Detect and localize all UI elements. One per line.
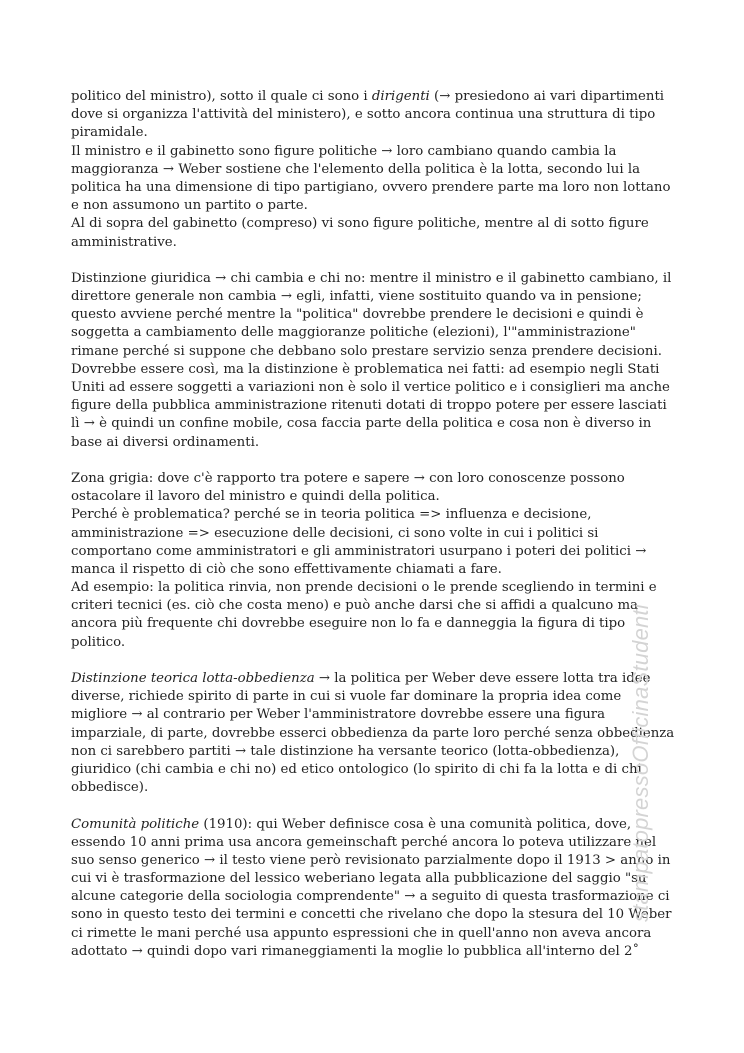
text-line [71, 670, 671, 688]
text-line: giuridico (chi cambia e chi no) ed etico ontologico (lo spirito di chi fa la lotta e di chi [71, 761, 642, 777]
text-line [71, 88, 671, 106]
text-line: manca il rispetto di ciò che sono effettivamente chiamati a fare. [71, 561, 502, 577]
text-line: Dovrebbe essere così, ma la distinzione è problematica nei fatti: ad esempio negli Stati [71, 361, 660, 377]
text-line: soggetta a cambiamento delle maggioranze politiche (elezioni), l'"amministrazione" [71, 325, 636, 341]
text-line: maggioranza → Weber sostiene che l'elemento della politica è la lotta, secondo lui la [71, 161, 641, 177]
paragraph-political-communities [71, 816, 671, 962]
paragraph-gap [71, 252, 671, 270]
text-line: questo avviene perché mentre la "politica" dovrebbe prendere le decisioni e quindi è [71, 307, 644, 323]
text-line: amministrazione => esecuzione delle decisioni, ci sono volte in cui i politici si [71, 525, 599, 541]
italic-heading: Comunità politiche [71, 816, 200, 832]
line-end: → la politica per Weber deve essere lotta tra idee [314, 671, 651, 686]
text-line [71, 816, 671, 834]
text-line: dove si organizza l'attività del ministero), e sotto ancora continua una struttura di tipo [71, 107, 656, 123]
italic-term-dirigenti: dirigenti [371, 89, 430, 104]
italic-heading: Distinzione teorica lotta-obbedienza [71, 671, 315, 686]
text-line: Distinzione giuridica → chi cambia e chi no: mentre il ministro e il gabinetto cambiano, il [71, 270, 672, 286]
line-end: (1910): qui Weber definisce cosa è una comunità politica, dove, [199, 816, 632, 832]
text-line: migliore → al contrario per Weber l'amministratore dovrebbe essere una figura [71, 707, 606, 723]
text-line: ostacolare il lavoro del ministro e quindi della politica. [71, 489, 440, 505]
text-line: cui vi è trasformazione del lessico weberiano legata alla pubblicazione del saggio "su [71, 871, 647, 887]
text-line: comportano come amministratori e gli amministratori usurpano i poteri dei politici → [71, 543, 647, 559]
text-line: Il ministro e il gabinetto sono figure politiche → loro cambiano quando cambia la [71, 143, 617, 159]
paragraph-ministry-structure [71, 88, 671, 252]
paragraph-gap [71, 797, 671, 815]
watermark: stampatopressoOfficinaStudenti [628, 604, 653, 922]
line-end: (→ presiedono ai vari dipartimenti [429, 89, 665, 104]
line-start: politico del ministro), sotto il quale ci sono i [71, 89, 372, 104]
text-line: figure della pubblica amministrazione ritenuti dotati di troppo potere per essere lasciati [71, 398, 667, 414]
text-line: sono in questo testo dei termini e concetti che rivelano che dopo la stesura del 10 Weber [71, 907, 672, 923]
paragraph-struggle-obedience [71, 670, 675, 797]
text-line: lì → è quindi un confine mobile, cosa faccia parte della politica e cosa non è diverso in [71, 416, 652, 432]
text-line: amministrative. [71, 234, 177, 250]
text-line: obbedisce). [71, 780, 149, 796]
text-line: politico. [71, 634, 126, 650]
paragraph-legal-distinction [71, 270, 671, 452]
text-line: Zona grigia: dove c'è rapporto tra potere e sapere → con loro conoscenze possono [71, 470, 625, 486]
text-line: ci rimette le mani perché usa appunto espressioni che in quell'anno non aveva ancora [71, 925, 652, 941]
text-line: rimane perché si suppone che debbano solo prestare servizio senza prendere decisioni. [71, 343, 662, 359]
text-line: diverse, richiede spirito di parte in cui si vuole far dominare la propria idea come [71, 689, 622, 705]
text-line: adottato → quindi dopo vari rimaneggiamenti la moglie lo pubblica all'interno del 2˚ [71, 943, 640, 959]
text-line: base ai diversi ordinamenti. [71, 434, 260, 450]
text-line: Al di sopra del gabinetto (compreso) vi sono figure politiche, mentre al di sotto figure [71, 216, 649, 232]
text-line: non ci sarebbero partiti → tale distinzione ha versante teorico (lotta-obbedienza), [71, 743, 620, 759]
text-line: politica ha una dimensione di tipo partigiano, ovvero prendere parte ma loro non lottano [71, 179, 671, 195]
text-line: Uniti ad essere soggetti a variazioni non è solo il vertice politico e i consiglieri ma anche [71, 380, 670, 395]
paragraph-grey-zone [71, 470, 671, 652]
paragraph-gap [71, 452, 671, 470]
document-body [71, 88, 675, 961]
text-line: Perché è problematica? perché se in teoria politica => influenza e decisione, [71, 507, 592, 523]
paragraph-gap [71, 652, 671, 670]
text-line: direttore generale non cambia → egli, infatti, viene sostituito quando va in pensione; [71, 289, 642, 305]
text-line: alcune categorie della sociologia comprendente" → a seguito di questa trasformazione ci [71, 889, 670, 905]
text-line: Ad esempio: la politica rinvia, non prende decisioni o le prende scegliendo in termini e [71, 580, 657, 596]
text-line: ancora più frequente chi dovrebbe eseguire non lo fa e danneggia la figura di tipo [71, 616, 626, 632]
text-line: criteri tecnici (es. ciò che costa meno) e può anche darsi che si affidi a qualcuno ma [71, 598, 638, 614]
text-line: essendo 10 anni prima usa ancora gemeinschaft perché ancora lo poteva utilizzare nel [71, 834, 657, 850]
text-line: e non assumono un partito o parte. [71, 198, 308, 214]
text-line: imparziale, di parte, dovrebbe esserci obbedienza da parte loro perché senza obbedienza [71, 725, 675, 741]
text-line: suo senso generico → il testo viene però revisionato parzialmente dopo il 1913 > anno in [71, 852, 671, 868]
text-line: piramidale. [71, 125, 148, 141]
